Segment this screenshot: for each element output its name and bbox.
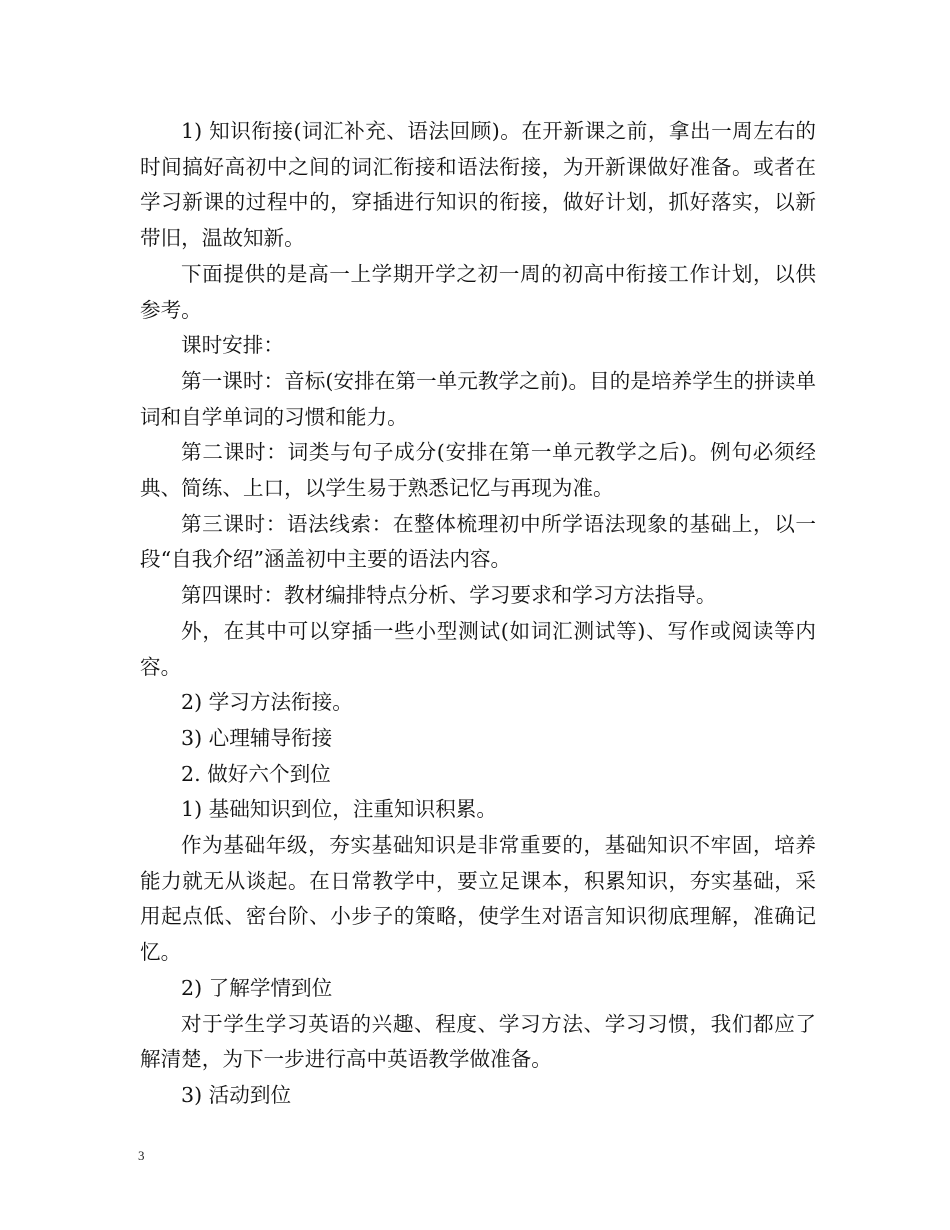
paragraph: 2) 了解学情到位 [181, 975, 333, 1000]
paragraph: 课时安排： [181, 333, 284, 358]
paragraph: 对于学生学习英语的兴趣、程度、学习方法、学习习惯，我们都应了解清楚，为下一步进行高中英语教学做准备。 [140, 1011, 816, 1072]
paragraph: 1) 知识衔接(词汇补充、语法回顾)。在开新课之前，拿出一周左右的时间搞好高初中之间的词汇衔接和语法衔接，为开新课做好准备。或者在学习新课的过程中的，穿插进行知识的衔接，做好计划，抓好落实，以新带旧，温故知新。 [140, 119, 816, 251]
paragraph: 1) 基础知识到位，注重知识积累。 [181, 797, 497, 822]
page-number: 3 [138, 1148, 145, 1163]
paragraph: 外，在其中可以穿插一些小型测试(如词汇测试等)、写作或阅读等内容。 [140, 618, 816, 679]
paragraph: 第四课时：教材编排特点分析、学习要求和学习方法指导。 [181, 583, 717, 608]
paragraph: 作为基础年级，夯实基础知识是非常重要的，基础知识不牢固，培养能力就无从谈起。在日常教学中，要立足课本，积累知识，夯实基础，采用起点低、密台阶、小步子的策略，使学生对语言知识彻底理解，准确记忆。 [140, 833, 816, 965]
paragraph: 第一课时：音标(安排在第一单元教学之前)。目的是培养学生的拼读单词和自学单词的习惯和能力。 [140, 368, 816, 429]
paragraph: 下面提供的是高一上学期开学之初一周的初高中衔接工作计划，以供参考。 [140, 261, 816, 322]
paragraph: 第二课时：词类与句子成分(安排在第一单元教学之后)。例句必须经典、简练、上口，以学生易于熟悉记忆与再现为准。 [140, 440, 816, 501]
paragraph: 3) 心理辅导衔接 [181, 725, 333, 750]
paragraph: 3) 活动到位 [181, 1082, 292, 1107]
paragraph: 第三课时：语法线索：在整体梳理初中所学语法现象的基础上，以一段“自我介绍”涵盖初中主要的语法内容。 [140, 511, 816, 572]
document-body [140, 114, 816, 1114]
paragraph: 2) 学习方法衔接。 [181, 690, 353, 715]
paragraph: 2. 做好六个到位 [181, 761, 331, 786]
